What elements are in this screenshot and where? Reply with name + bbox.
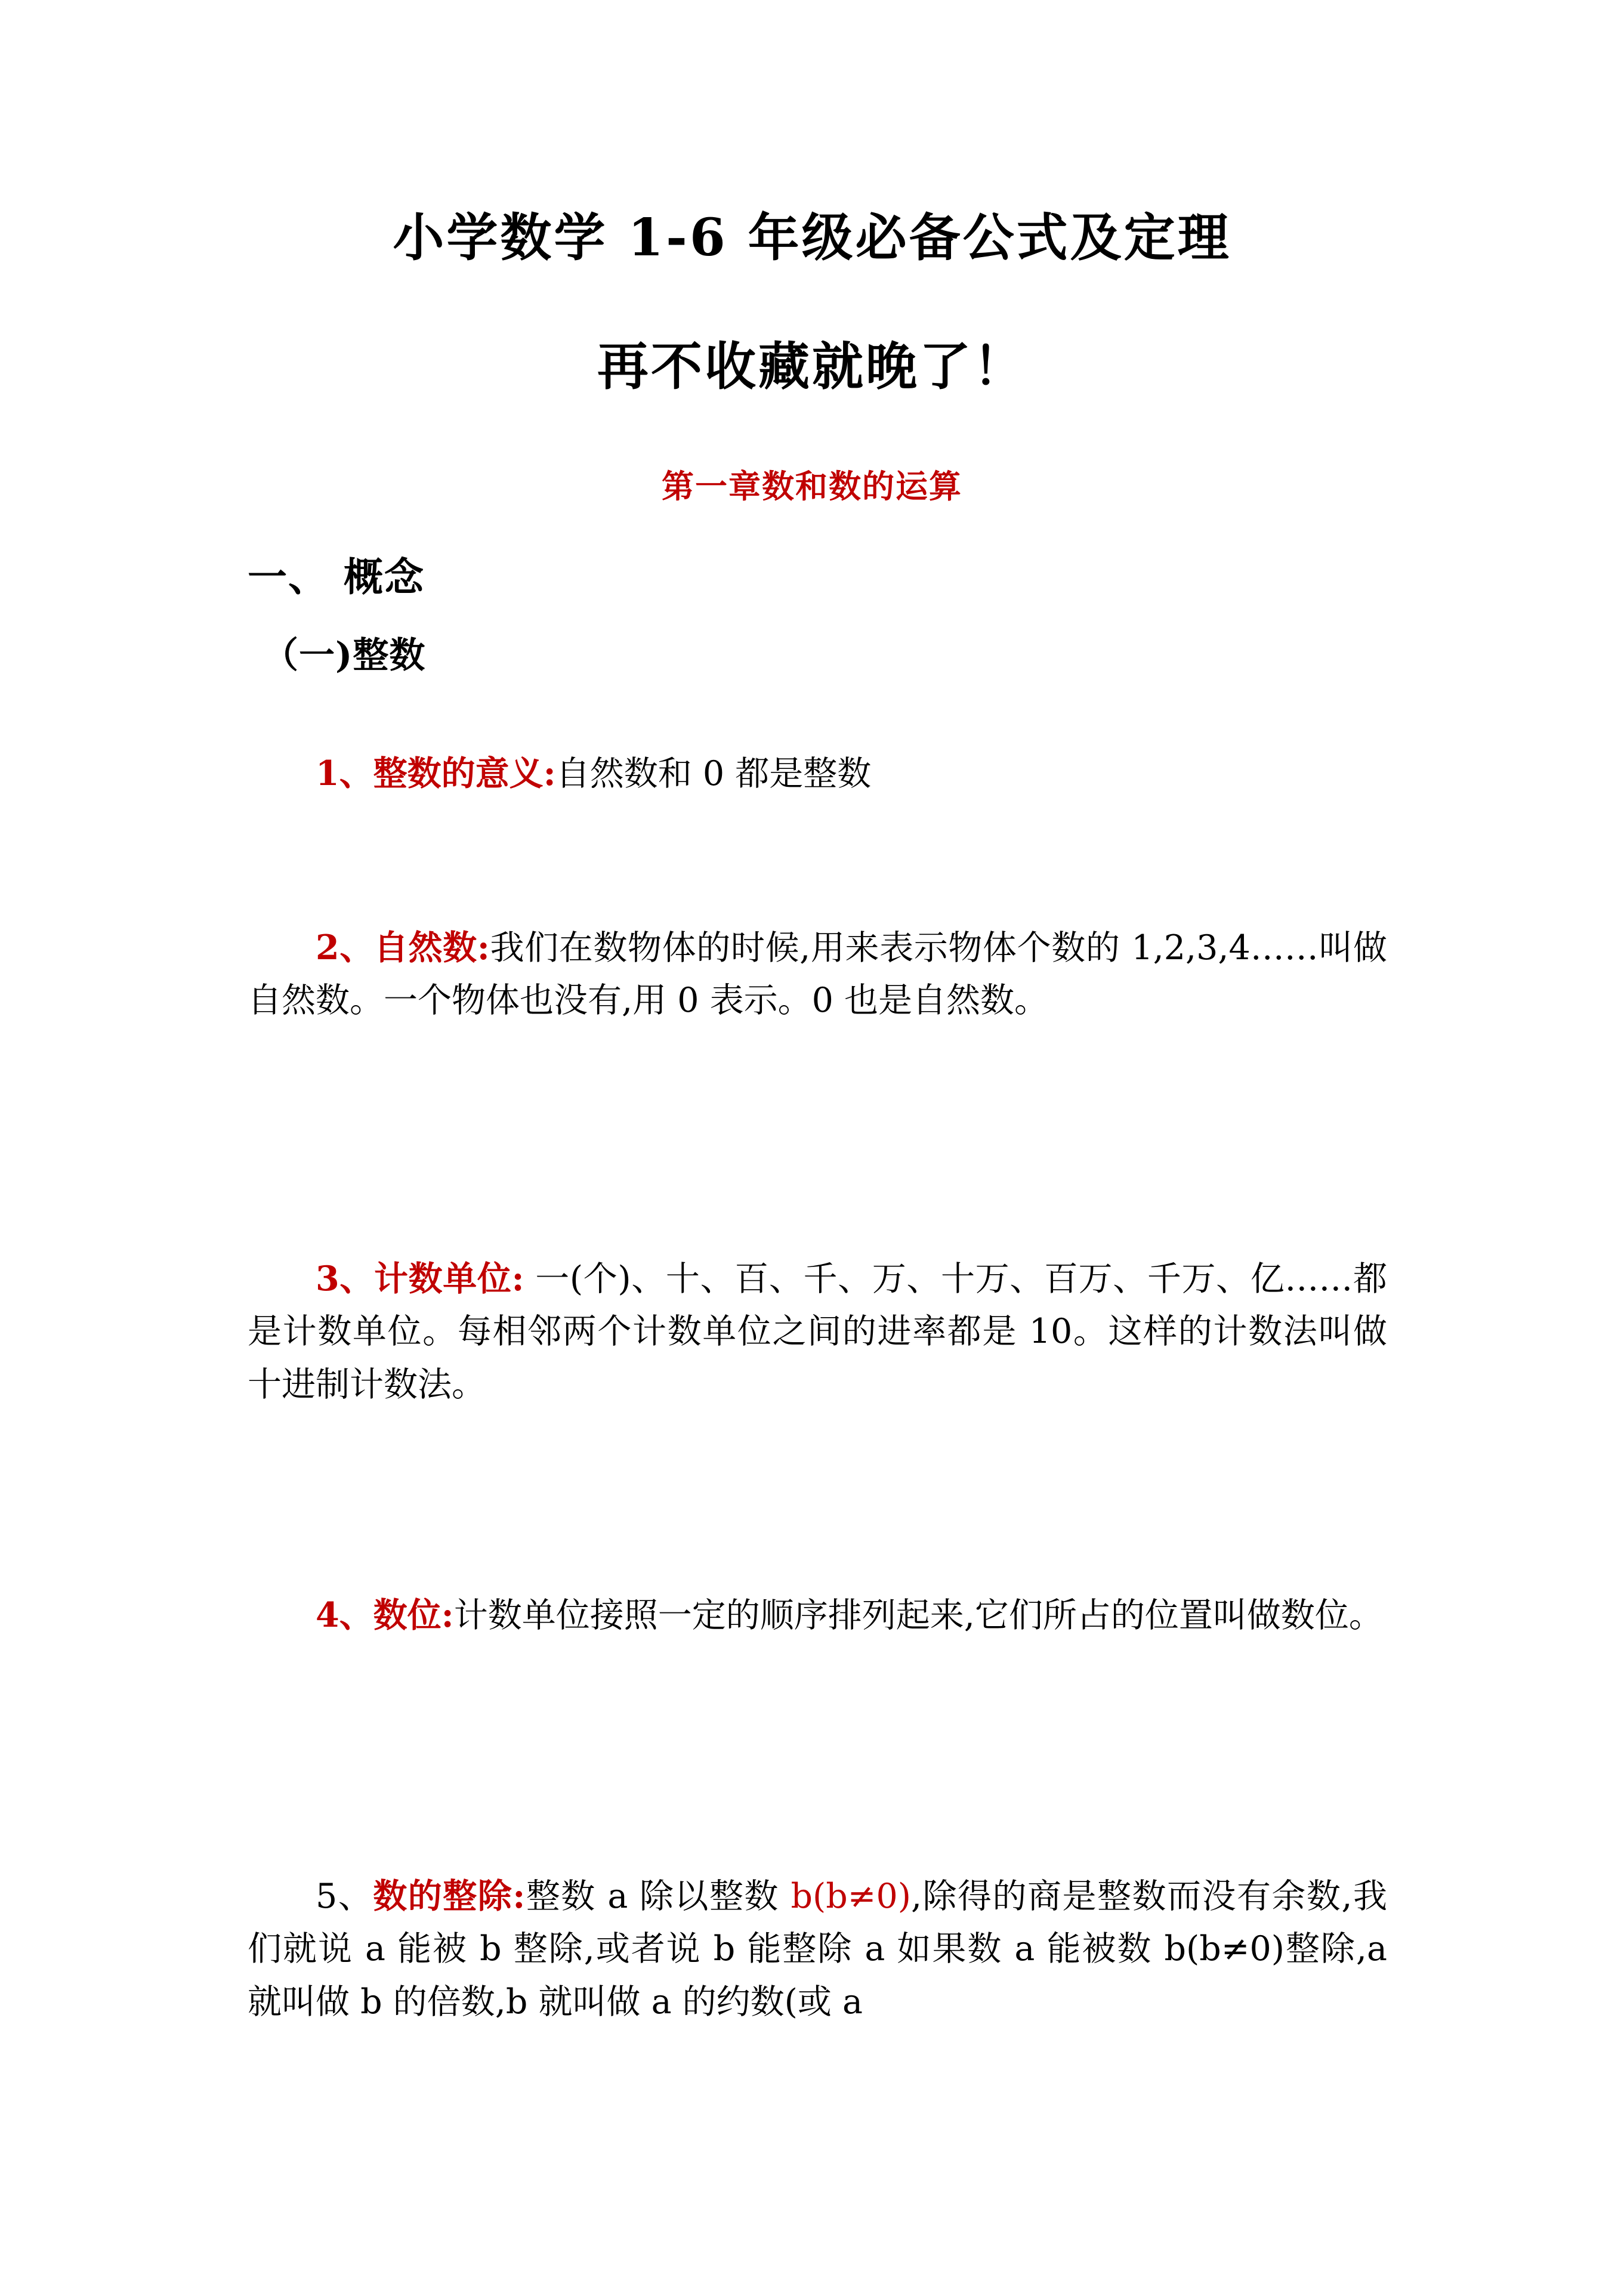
entry-1-number: 1、 xyxy=(316,753,373,793)
entry-5-label: 数的整除: xyxy=(373,1876,526,1916)
entry-4-number: 4、 xyxy=(316,1595,373,1635)
section-heading-concepts: 一、 概念 xyxy=(248,554,425,600)
entry-5-body-part-2: ,除得的商是整数而没有余数,我们就说 a 能被 b 整除,或者说 b 能整除 a 如果数 a 能被数 b(b≠0)整除,a 就叫做 b 的倍数,b 就叫做 a 的约数(或 a xyxy=(248,1877,1388,2022)
entry-1-label: 整数的意义: xyxy=(373,753,556,793)
entry-1-body: 自然数和 0 都是整数 xyxy=(555,754,872,793)
subsection-heading-integers: （一)整数 xyxy=(263,635,426,676)
definition-entry-1 xyxy=(248,747,1387,800)
entry-5-body-part-1: 整数 a 除以整数 xyxy=(525,1877,791,1916)
document-title-line-2: 再不收藏就晚了！ xyxy=(597,336,1027,397)
entry-4-body: 计数单位接照一定的顺序排列起来,它们所占的位置叫做数位。 xyxy=(453,1596,1383,1635)
definition-entry-2 xyxy=(248,922,1387,1027)
definition-entry-5 xyxy=(248,1870,1387,2028)
entry-2-label: 自然数: xyxy=(373,928,490,968)
definition-entry-4 xyxy=(248,1589,1387,1642)
entry-3-number: 3、 xyxy=(316,1259,374,1299)
entry-3-label: 计数单位: xyxy=(373,1259,524,1299)
entry-3-body: 一(个)、十、百、千、万、十万、百万、千万、亿……都是计数单位。每相邻两个计数单位之间的进率都是 10。这样的计数法叫做十进制计数法。 xyxy=(248,1259,1388,1404)
chapter-heading: 第一章数和数的运算 xyxy=(662,467,962,505)
entry-4-label: 数位: xyxy=(373,1595,454,1635)
document-title-line-1: 小学数学 1-6 年级必备公式及定理 xyxy=(393,208,1231,268)
entry-5-body-highlight: b(b≠0) xyxy=(791,1877,911,1916)
entry-2-body: 我们在数物体的时候,用来表示物体个数的 1,2,3,4……叫做自然数。一个物体也没有,用 0 表示。0 也是自然数。 xyxy=(248,928,1387,1021)
entry-2-number: 2、 xyxy=(316,928,374,968)
entry-5-number: 5、 xyxy=(316,1877,373,1916)
definition-entry-3 xyxy=(248,1253,1387,1411)
